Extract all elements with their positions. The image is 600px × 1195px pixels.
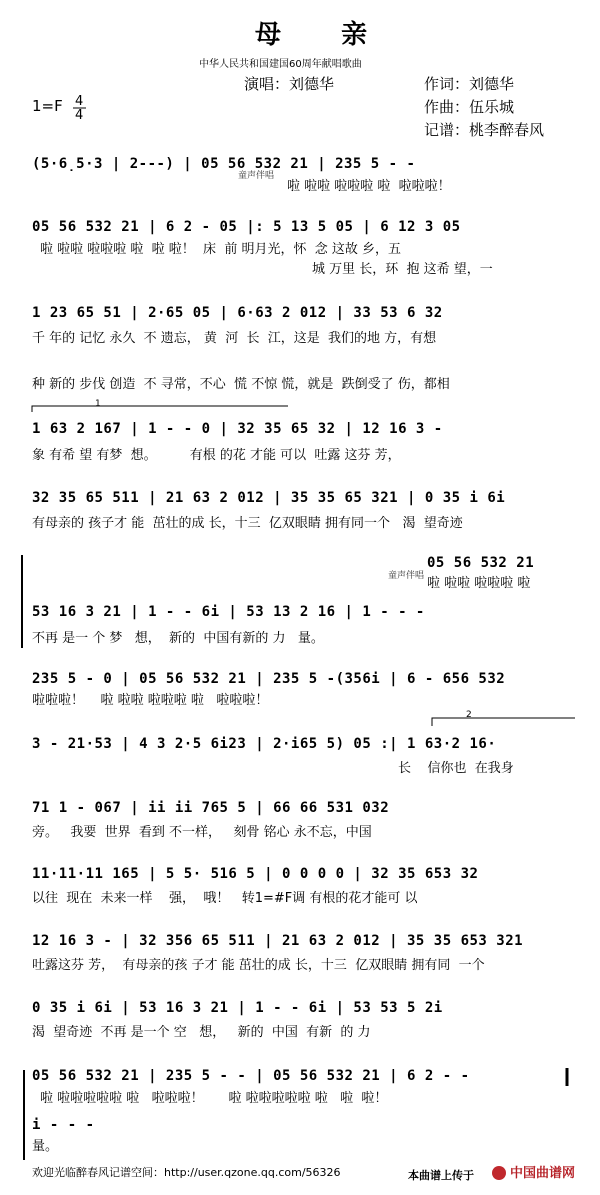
score-row-4: 1 63 2 167 | 1 - - 0 | 32 35 65 32 | 12 16 3 -: [32, 421, 443, 437]
volta-1-label: 1: [95, 399, 101, 409]
lyric-line: 城 万里 长，环 抱 这希 望，一: [312, 262, 493, 277]
time-sig-bottom: 4: [75, 108, 84, 123]
lyric-line: 旁。 我要 世界 看到 不一样， 刻骨 铭心 永不忘，中国: [32, 825, 372, 840]
footer-text[interactable]: 欢迎光临醉春风记谱空间：http://user.qzone.qq.com/56326: [32, 1166, 341, 1179]
score-row-9: 71 1 - 067 | ii ii 765 5 | 66 66 531 032: [32, 800, 390, 816]
lyricist-credit: 作词：刘德华: [424, 75, 515, 93]
subtitle: 中华人民共和国建国60周年献唱歌曲: [199, 59, 362, 70]
lyric-line: 啦 啦啦 啦啦啦 啦 啦啦啦！: [287, 179, 451, 194]
score-row-3: 1 23 65 51 | 2·65 05 | 6·63 2 012 | 33 53 6 32: [32, 305, 443, 321]
page-title: 母 亲: [255, 20, 382, 50]
lyric-line: 啦啦啦！ 啦 啦啦 啦啦啦 啦 啦啦啦！: [32, 693, 269, 708]
volta-2-label: 2: [466, 710, 472, 720]
score-row-8: 3 - 21·53 | 4 3 2·5 6i23 | 2·i65 5) 05 :| 1 63·2 16·: [32, 736, 497, 752]
time-sig-top: 4: [75, 94, 84, 109]
key-signature: 1=F: [32, 97, 63, 115]
composer-credit: 作曲：伍乐城: [424, 98, 515, 116]
upload-note: 本曲谱上传于: [408, 1169, 474, 1182]
lyric-line: 种 新的 步伐 创造 不 寻常，不心 慌 不惊 慌，就是 跌倒受了 伤，都相: [32, 377, 450, 392]
score-row-6: 53 16 3 21 | 1 - - 6i | 53 13 2 16 | 1 - - -: [32, 604, 425, 620]
lyric-line: 啦 啦啦啦啦啦 啦 啦啦啦！ 啦 啦啦啦啦啦 啦 啦 啦！: [40, 1091, 388, 1106]
lyric-line: 象 有希 望 有梦 想。 有根 的花 才能 可以 吐露 这芬 芳，: [32, 448, 401, 463]
score-row-1: (5·6̣5·3 | 2---) | 05 56 532 21 | 235 5 - -: [32, 156, 416, 172]
score-row-10: 11·11·11 165 | 5 5· 516 5 | 0 0 0 0 | 32 35 653 32: [32, 866, 479, 882]
score-row-14: i - - -: [32, 1117, 95, 1133]
score-row-7: 235 5 - 0 | 05 56 532 21 | 235 5 -(356i | 6 - 656 532: [32, 671, 506, 687]
singer-credit: 演唱：刘德华: [244, 75, 335, 93]
lyric-line: 渴 望奇迹 不再 是一个 空 想， 新的 中国 有新 的 力: [32, 1025, 371, 1040]
lyric-line: 量。: [32, 1139, 59, 1154]
lyric-line: 千 年的 记忆 永久 不 遗忘， 黄 河 长 江，这是 我们的地 方，有想: [32, 331, 437, 346]
lyric-line: 有母亲的 孩子才 能 茁壮的成 长，十三 亿双眼睛 拥有同一个 渴 望奇迹: [32, 516, 463, 531]
score-row-5: 32 35 65 511 | 21 63 2 012 | 35 35 65 321 | 0 35 i 6i: [32, 490, 506, 506]
score-row-2: 05 56 532 21 | 6 2 - 05 |: 5 13 5 05 | 6 12 3 05: [32, 219, 461, 235]
choir-notes: 05 56 532 21: [427, 555, 535, 571]
lyric-line: 不再 是一 个 梦 想， 新的 中国有新的 力 量。: [32, 631, 324, 646]
site-logo[interactable]: 中国曲谱网: [510, 1166, 576, 1181]
lyric-note: 童声伴唱: [388, 571, 425, 581]
lyric-line: 长 信你也 在我身: [398, 761, 514, 776]
lyric-note: 童声伴唱: [238, 171, 275, 181]
transcriber-credit: 记谱：桃李醉春风: [424, 121, 545, 139]
score-row-12: 0 35 i 6i | 53 16 3 21 | 1 - - 6i | 53 53 5 2i: [32, 1000, 443, 1016]
lyric-line: 啦 啦啦 啦啦啦 啦: [427, 576, 531, 591]
score-row-13: 05 56 532 21 | 235 5 - - | 05 56 532 21 | 6 2 - -: [32, 1068, 470, 1084]
logo-icon: [492, 1166, 506, 1180]
lyric-line: 以往 现在 未来一样 强， 哦！ 转1=#F调 有根的花才能可 以: [32, 891, 418, 906]
lyric-line: 啦 啦啦 啦啦啦 啦 啦 啦！ 床 前 明月光，怀 念 这故 乡，五: [40, 242, 401, 257]
lyric-line: 吐露这芬 芳， 有母亲的孩 子才 能 茁壮的成 长，十三 亿双眼睛 拥有同 一个: [32, 958, 485, 973]
score-row-11: 12 16 3 - | 32 356 65 511 | 21 63 2 012 | 35 35 653 321: [32, 933, 524, 949]
